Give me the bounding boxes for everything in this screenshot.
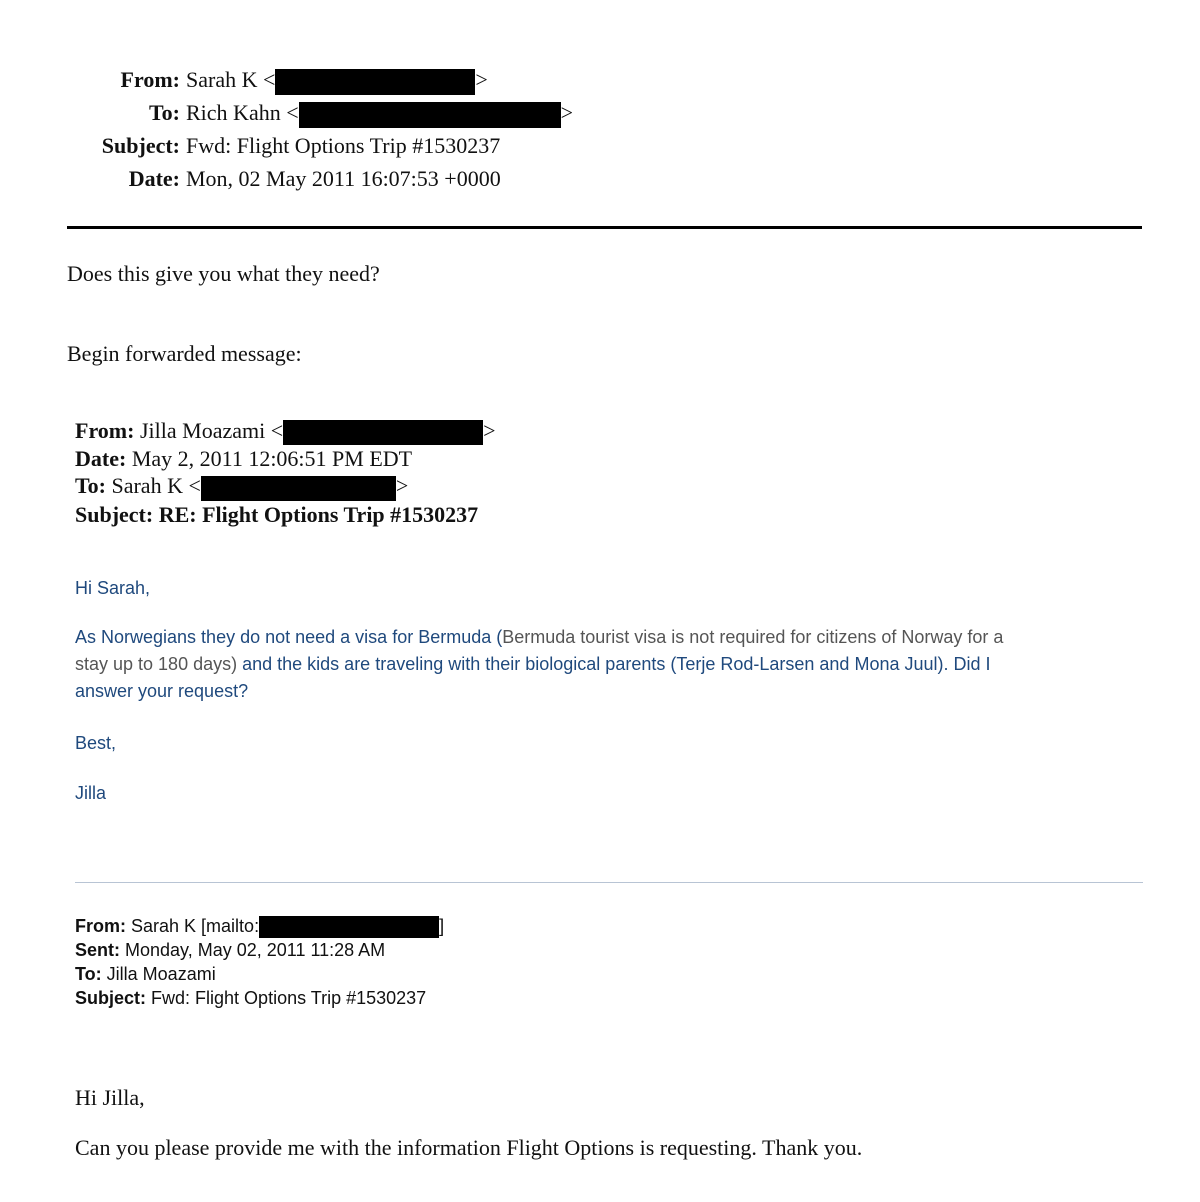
- fwd-to-row: [75, 472, 496, 500]
- fwd-subject-label: Subject:: [75, 501, 154, 527]
- redaction-box: [275, 69, 475, 95]
- top-to-row: [0, 96, 700, 129]
- reply-text-e: answer your request?: [75, 681, 249, 701]
- orig-request: Can you please provide me with the information Flight Options is requesting. Thank you.: [75, 1135, 863, 1160]
- top-date-value: Mon, 02 May 2011 16:07:53 +0000: [186, 166, 501, 191]
- redaction-box: [283, 420, 483, 445]
- top-to-name: Rich Kahn <: [186, 100, 299, 125]
- orig-sent-value: Monday, May 02, 2011 11:28 AM: [125, 940, 386, 961]
- orig-subject-label: Subject:: [75, 988, 147, 1009]
- top-subject-value: Fwd: Flight Options Trip #1530237: [186, 133, 501, 158]
- top-to-close: >: [560, 100, 574, 125]
- orig-sent-row: [75, 938, 444, 962]
- header-divider: [67, 226, 1142, 229]
- reply-text-c: stay up to 180 days): [75, 654, 238, 674]
- reply-greeting: Hi Sarah,: [75, 578, 151, 598]
- fwd-to-close: >: [395, 473, 409, 499]
- top-from-name: Sarah K <: [186, 67, 276, 92]
- fwd-from-name: Jilla Moazami <: [139, 418, 284, 443]
- reply-text-a: As Norwegians they do not need a visa for Bermuda (: [75, 627, 503, 647]
- orig-header: [75, 914, 444, 1010]
- orig-from-label: From:: [75, 916, 126, 936]
- fwd-date-value: May 2, 2011 12:06:51 PM EDT: [131, 446, 413, 472]
- top-to-label: To:: [149, 100, 180, 125]
- top-from-label: From:: [120, 67, 180, 92]
- top-from-close: >: [475, 67, 488, 92]
- fwd-from-close: >: [483, 418, 496, 443]
- fwd-subject-row: [75, 501, 496, 528]
- orig-from-row: [75, 914, 444, 938]
- reply-text-b: Bermuda tourist visa is not required for citizens of Norway for a: [502, 627, 1004, 647]
- redaction-box: [299, 102, 561, 128]
- orig-greeting: Hi Jilla,: [75, 1085, 145, 1110]
- top-subject-row: [0, 129, 700, 162]
- orig-to-row: [75, 962, 444, 986]
- orig-to-label: To:: [75, 964, 102, 985]
- orig-sent-label: Sent:: [75, 940, 120, 961]
- redaction-box: [201, 476, 396, 501]
- reply-line-1: [75, 624, 1165, 651]
- reply-separator: [75, 882, 1143, 883]
- orig-to-value: Jilla Moazami: [106, 964, 216, 985]
- top-subject-label: Subject:: [101, 133, 180, 158]
- fwd-from-row: [75, 417, 496, 445]
- fwd-to-name: Sarah K <: [111, 473, 201, 499]
- reply-line-3: [75, 678, 1165, 705]
- orig-from-name: Sarah K [mailto:: [131, 916, 260, 936]
- fwd-date-label: Date:: [75, 446, 127, 472]
- body-question: Does this give you what they need?: [67, 261, 380, 286]
- orig-subject-row: [75, 986, 444, 1010]
- top-header: [0, 63, 700, 203]
- orig-from-close: ]: [439, 916, 445, 936]
- forward-intro: Begin forwarded message:: [67, 341, 302, 366]
- reply-signature: Jilla: [75, 783, 107, 803]
- top-date-row: [0, 162, 700, 195]
- orig-subject-value: Fwd: Flight Options Trip #1530237: [151, 988, 427, 1009]
- reply-text-d: and the kids are traveling with their biological parents (Terje Rod-Larsen and Mona Juul). Did I: [237, 654, 991, 674]
- top-date-label: Date:: [128, 166, 180, 191]
- fwd-to-label: To:: [75, 473, 106, 499]
- fwd-from-label: From:: [75, 418, 135, 443]
- reply-paragraph: [75, 624, 1165, 705]
- fwd-subject-value: RE: Flight Options Trip #1530237: [158, 501, 479, 527]
- fwd-date-row: [75, 445, 496, 472]
- reply-closing: Best,: [75, 733, 117, 753]
- top-from-row: [0, 63, 700, 96]
- fwd-header: [75, 417, 496, 528]
- reply-line-2: [75, 651, 1165, 678]
- redaction-box: [259, 916, 439, 938]
